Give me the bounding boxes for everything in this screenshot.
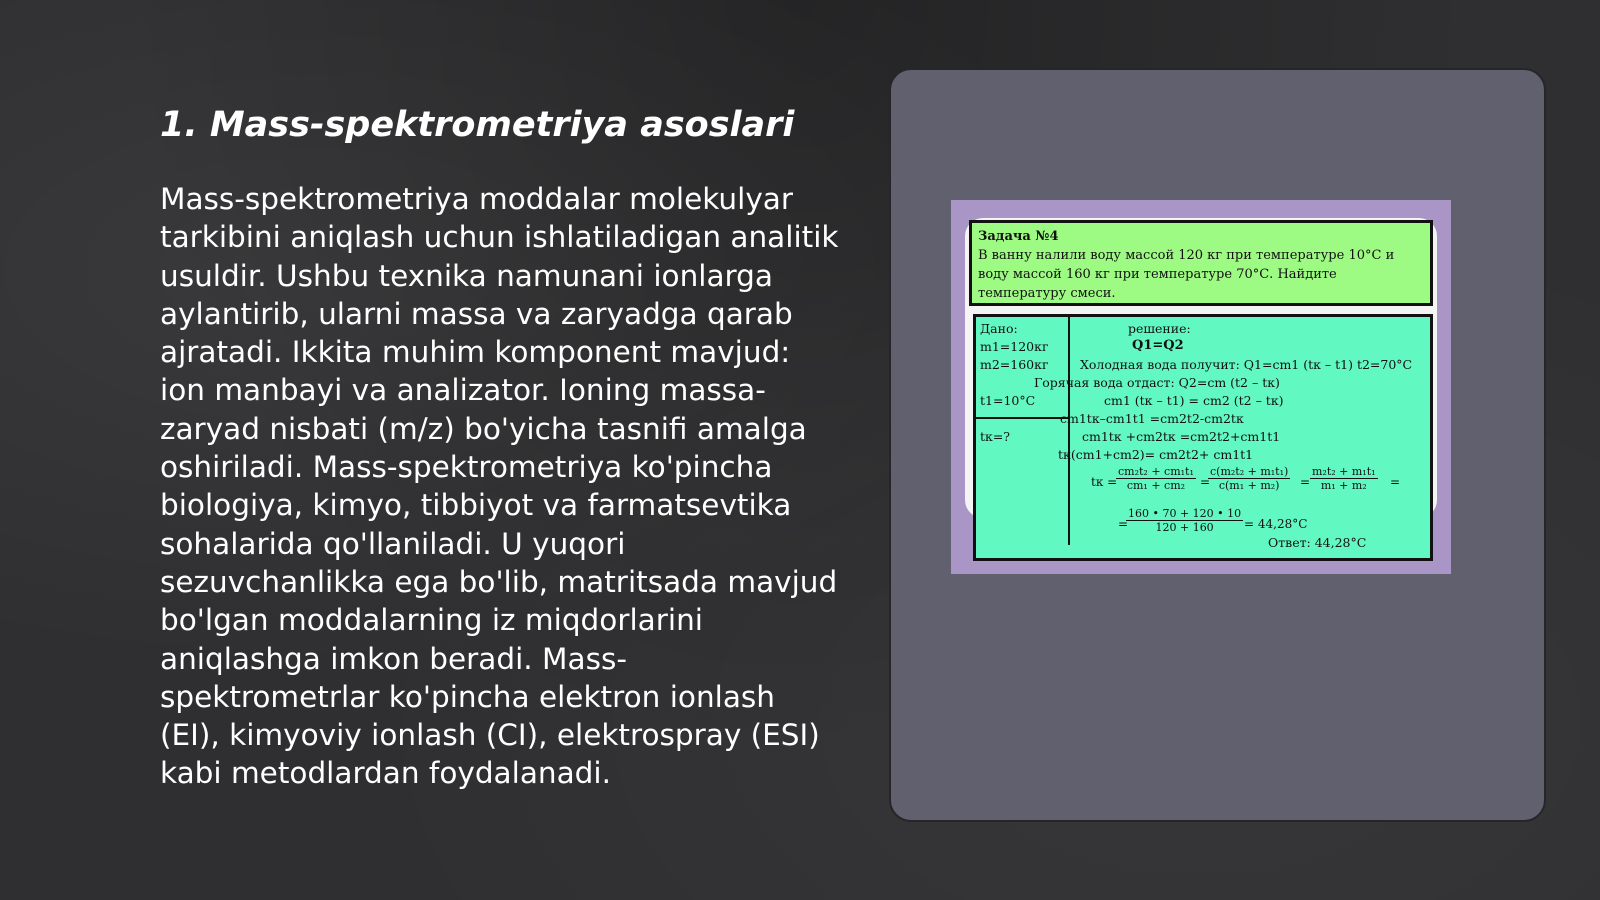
task-solution-box: [973, 314, 1433, 561]
task-title: Задача №4: [978, 229, 1059, 244]
slide-text-block: [160, 104, 840, 793]
solution-main-equation: Q1=Q2: [1132, 338, 1184, 353]
physics-task-image: [951, 200, 1451, 574]
given-m2: m2=160кг: [980, 357, 1049, 372]
task-statement-line: воду массой 160 кг при температуре 70°С. Найдите: [978, 267, 1337, 282]
given-label: Дано:: [980, 321, 1018, 336]
solution-equation-line: tк(cm1+cm2)= cm2t2+ cm1t1: [1058, 447, 1254, 462]
image-card: [889, 68, 1546, 822]
solution-equation-line: cm1tк +cm2tк =cm2t2+cm1t1: [1082, 429, 1281, 444]
solution-equation-line: cm1 (tк – t1) = cm2 (t2 – tк): [1104, 393, 1284, 408]
task-statement-line: В ванну налили воду массой 120 кг при температуре 10°С и: [978, 248, 1395, 263]
task-statement-line: температуру смеси.: [978, 286, 1116, 301]
solution-equation-line: cm1tк–cm1t1 =cm2t2-cm2tк: [1060, 411, 1244, 426]
formula-equals: =: [1118, 517, 1129, 531]
task-statement-box: [969, 220, 1433, 306]
formula-equals: =: [1300, 475, 1311, 489]
task-answer: Ответ: 44,28°C: [1268, 535, 1367, 550]
formula-equals: =: [1390, 475, 1401, 489]
formula-equals: =: [1200, 475, 1211, 489]
given-tk: tк=?: [980, 429, 1011, 444]
formula-result: = 44,28°C: [1244, 517, 1308, 531]
slide-body-paragraph: Mass-spektrometriya moddalar molekulyar tarkibini aniqlash uchun ishlatiladigan analitik usuldir. Ushbu texnika namunani ionlarga aylantirib, ularni massa va zaryadga qarab ajratadi. Ikkita muhim komponent mavjud: ion manbayi va analizator. Ioning massa-zaryad nisbati (m/z) bo'yicha tasnifi amalga oshiriladi. Mass-spektrometriya ko'pincha biologiya, kimyo, tibbiyot va farmatsevtika sohalarida qo'llaniladi. U yuqori sezuvchanlikka ega bo'lib, matritsada mavjud bo'lgan moddalarning iz miqdorlarini aniqlashga imkon beradi. Mass-spektrometrlar ko'pincha elektron ionlash (EI), kimyoviy ionlash (CI), elektrospray (ESI) kabi metodlardan foydalanadi.: [160, 182, 839, 791]
formula-lhs: tк =: [1091, 475, 1118, 489]
given-m1: m1=120кг: [980, 339, 1049, 354]
formula-numeric-fraction: $\frac{160 • 70 + 120 • 10}{120 + 160}$: [1128, 507, 1242, 534]
formula-fraction: $\frac{\text{m₂t₂ + m₁t₁}}{\text{m₁ + m₂}}$: [1312, 465, 1376, 492]
solution-label: решение:: [1128, 321, 1191, 336]
formula-fraction: $\frac{\text{cm₂t₂ + cm₁t₁}}{\text{cm₁ + cm₂}}$: [1118, 465, 1194, 492]
solution-cold-line: Холодная вода получит: Q1=cm1 (tк – t1) t2=70°C: [1080, 357, 1413, 372]
given-row-divider: [976, 417, 1068, 419]
given-t1: t1=10°C: [980, 393, 1036, 408]
given-column-divider: [1068, 317, 1070, 545]
formula-fraction: $\frac{\text{c(m₂t₂ + m₁t₁)}}{\text{c(m₁ + m₂)}}$: [1210, 465, 1289, 492]
solution-hot-line: Горячая вода отдаст: Q2=cm (t2 – tк): [1034, 375, 1280, 390]
slide-title: 1. Mass-spektrometriya asoslari: [160, 105, 795, 145]
